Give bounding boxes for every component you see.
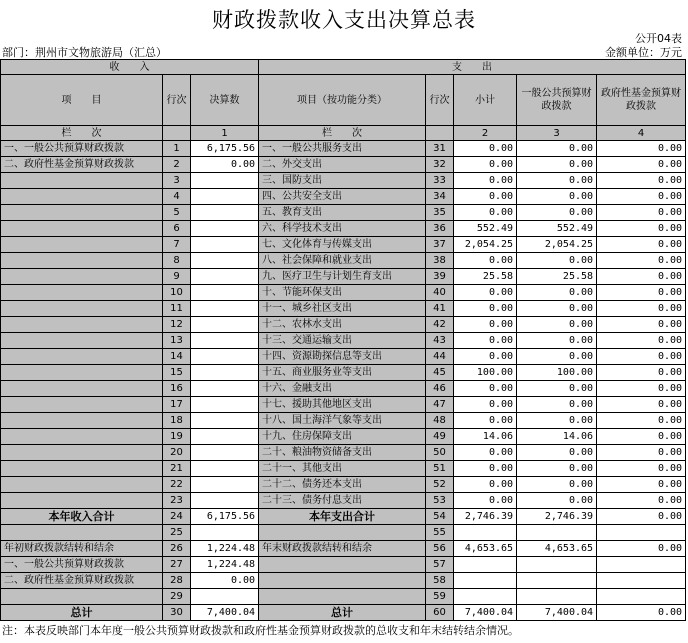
- expense-subtotal: 0.00: [454, 157, 517, 173]
- expense-subtotal: 0.00: [454, 477, 517, 493]
- expense-fund: 0.00: [597, 429, 686, 445]
- income-row-no: 26: [163, 541, 191, 557]
- income-amount: 0.00: [191, 157, 259, 173]
- table-row: [1, 349, 686, 365]
- expense-section-header: 支 出: [259, 60, 686, 75]
- expense-row-no: 55: [426, 525, 454, 541]
- expense-general: 0.00: [517, 253, 597, 269]
- income-amount: [191, 493, 259, 509]
- income-amount: [191, 461, 259, 477]
- expense-item: 二十二、债务还本支出: [259, 477, 426, 493]
- expense-subtotal: [454, 525, 517, 541]
- expense-general: 0.00: [517, 205, 597, 221]
- income-amount: [191, 397, 259, 413]
- income-item: [1, 413, 163, 429]
- income-item: [1, 525, 163, 541]
- expense-fund: 0.00: [597, 461, 686, 477]
- expense-row-no: 53: [426, 493, 454, 509]
- income-amount: [191, 173, 259, 189]
- expense-subtotal: [454, 557, 517, 573]
- income-amount: [191, 221, 259, 237]
- table-row: [1, 429, 686, 445]
- expense-row-no: 44: [426, 349, 454, 365]
- expense-subtotal: 0.00: [454, 317, 517, 333]
- header-fund-budget: 政府性基金预算财政拨款: [597, 75, 686, 126]
- expense-general: 2,054.25: [517, 237, 597, 253]
- expense-row-no: 48: [426, 413, 454, 429]
- col-lan-income: 栏 次: [1, 126, 163, 141]
- expense-general: [517, 525, 597, 541]
- income-row-no: 10: [163, 285, 191, 301]
- income-amount: [191, 365, 259, 381]
- table-row: [1, 589, 686, 605]
- expense-subtotal: 7,400.04: [454, 605, 517, 621]
- income-amount: [191, 477, 259, 493]
- income-row-no: 17: [163, 397, 191, 413]
- table-row: [1, 285, 686, 301]
- income-item: 总计: [1, 605, 163, 621]
- table-row: [1, 317, 686, 333]
- header-general-budget: 一般公共预算财政拨款: [517, 75, 597, 126]
- expense-row-no: 31: [426, 141, 454, 157]
- budget-table: [0, 59, 686, 621]
- expense-fund: 0.00: [597, 205, 686, 221]
- table-row: [1, 189, 686, 205]
- expense-general: 0.00: [517, 381, 597, 397]
- income-item: [1, 285, 163, 301]
- expense-row-no: 35: [426, 205, 454, 221]
- expense-subtotal: 0.00: [454, 493, 517, 509]
- expense-item: 十七、援助其他地区支出: [259, 397, 426, 413]
- expense-row-no: 39: [426, 269, 454, 285]
- expense-subtotal: 25.58: [454, 269, 517, 285]
- income-amount: 6,175.56: [191, 509, 259, 525]
- expense-fund: 0.00: [597, 173, 686, 189]
- income-row-no: 23: [163, 493, 191, 509]
- income-item: [1, 477, 163, 493]
- expense-item: [259, 573, 426, 589]
- income-amount: [191, 205, 259, 221]
- col-num-1: 1: [191, 126, 259, 141]
- expense-subtotal: 0.00: [454, 301, 517, 317]
- expense-subtotal: 2,746.39: [454, 509, 517, 525]
- expense-fund: 0.00: [597, 333, 686, 349]
- expense-fund: 0.00: [597, 237, 686, 253]
- header-row-no: 行次: [163, 75, 191, 126]
- income-item: 一、一般公共预算财政拨款: [1, 141, 163, 157]
- table-row: [1, 253, 686, 269]
- expense-subtotal: 0.00: [454, 253, 517, 269]
- table-row: [1, 365, 686, 381]
- income-row-no: 12: [163, 317, 191, 333]
- income-row-no: 3: [163, 173, 191, 189]
- expense-fund: 0.00: [597, 381, 686, 397]
- expense-fund: [597, 525, 686, 541]
- expense-general: 0.00: [517, 189, 597, 205]
- income-row-no: 8: [163, 253, 191, 269]
- expense-subtotal: 0.00: [454, 413, 517, 429]
- expense-general: 0.00: [517, 157, 597, 173]
- expense-item: 十四、资源勘探信息等支出: [259, 349, 426, 365]
- table-row: [1, 237, 686, 253]
- expense-item: 二、外交支出: [259, 157, 426, 173]
- expense-item: 年末财政拨款结转和结余: [259, 541, 426, 557]
- col-num-3: 3: [517, 126, 597, 141]
- income-row-no: 1: [163, 141, 191, 157]
- expense-subtotal: 0.00: [454, 141, 517, 157]
- income-item: [1, 461, 163, 477]
- expense-fund: [597, 557, 686, 573]
- expense-general: 0.00: [517, 461, 597, 477]
- form-number: 公开04表: [635, 32, 682, 45]
- table-row: [1, 477, 686, 493]
- expense-subtotal: [454, 589, 517, 605]
- table-row: [1, 141, 686, 157]
- income-item: [1, 237, 163, 253]
- income-amount: [191, 317, 259, 333]
- expense-item: 十八、国土海洋气象等支出: [259, 413, 426, 429]
- expense-item: [259, 525, 426, 541]
- expense-item: 十三、交通运输支出: [259, 333, 426, 349]
- expense-general: 2,746.39: [517, 509, 597, 525]
- table-row: [1, 525, 686, 541]
- income-row-no: 22: [163, 477, 191, 493]
- expense-row-no: 33: [426, 173, 454, 189]
- expense-row-no: 57: [426, 557, 454, 573]
- department-label: 部门：荆州市文物旅游局（汇总）: [2, 46, 167, 59]
- expense-general: 552.49: [517, 221, 597, 237]
- expense-fund: 0.00: [597, 397, 686, 413]
- header-item: 项 目: [1, 75, 163, 126]
- expense-fund: 0.00: [597, 301, 686, 317]
- expense-fund: [597, 589, 686, 605]
- expense-row-no: 46: [426, 381, 454, 397]
- unit-label: 金额单位：万元: [605, 46, 682, 59]
- expense-fund: 0.00: [597, 317, 686, 333]
- income-item: [1, 429, 163, 445]
- col-num-2: 2: [454, 126, 517, 141]
- income-item: [1, 381, 163, 397]
- income-amount: 0.00: [191, 573, 259, 589]
- expense-item: 六、科学技术支出: [259, 221, 426, 237]
- income-row-no: 19: [163, 429, 191, 445]
- income-row-no: 20: [163, 445, 191, 461]
- expense-row-no: 45: [426, 365, 454, 381]
- income-item: 本年收入合计: [1, 509, 163, 525]
- expense-fund: 0.00: [597, 365, 686, 381]
- header-row-no-2: 行次: [426, 75, 454, 126]
- expense-item: 二十、粮油物资储备支出: [259, 445, 426, 461]
- income-amount: [191, 333, 259, 349]
- expense-fund: 0.00: [597, 445, 686, 461]
- expense-fund: 0.00: [597, 541, 686, 557]
- expense-item: [259, 589, 426, 605]
- column-header-row: [1, 75, 686, 126]
- income-amount: 7,400.04: [191, 605, 259, 621]
- income-amount: [191, 445, 259, 461]
- table-row: [1, 221, 686, 237]
- expense-general: [517, 573, 597, 589]
- table-row: [1, 301, 686, 317]
- expense-subtotal: [454, 573, 517, 589]
- income-item: [1, 269, 163, 285]
- table-row: [1, 381, 686, 397]
- expense-item: 总计: [259, 605, 426, 621]
- expense-row-no: 58: [426, 573, 454, 589]
- table-row: [1, 205, 686, 221]
- expense-row-no: 56: [426, 541, 454, 557]
- expense-item: 三、国防支出: [259, 173, 426, 189]
- table-row: [1, 397, 686, 413]
- expense-row-no: 50: [426, 445, 454, 461]
- income-amount: [191, 381, 259, 397]
- income-item: [1, 189, 163, 205]
- income-item: 二、政府性基金预算财政拨款: [1, 157, 163, 173]
- expense-general: 0.00: [517, 333, 597, 349]
- expense-item: 十九、住房保障支出: [259, 429, 426, 445]
- expense-general: 0.00: [517, 317, 597, 333]
- income-row-no: 4: [163, 189, 191, 205]
- expense-subtotal: 0.00: [454, 285, 517, 301]
- expense-item: 九、医疗卫生与计划生育支出: [259, 269, 426, 285]
- expense-general: [517, 557, 597, 573]
- expense-item: 本年支出合计: [259, 509, 426, 525]
- expense-row-no: 47: [426, 397, 454, 413]
- expense-row-no: 60: [426, 605, 454, 621]
- income-amount: [191, 285, 259, 301]
- income-item: [1, 397, 163, 413]
- income-row-no: 24: [163, 509, 191, 525]
- expense-row-no: 51: [426, 461, 454, 477]
- income-item: [1, 301, 163, 317]
- expense-general: 0.00: [517, 285, 597, 301]
- income-row-no: 7: [163, 237, 191, 253]
- income-row-no: 29: [163, 589, 191, 605]
- expense-subtotal: 14.06: [454, 429, 517, 445]
- header-budget: 决算数: [191, 75, 259, 126]
- income-row-no: 13: [163, 333, 191, 349]
- expense-item: 一、一般公共服务支出: [259, 141, 426, 157]
- expense-subtotal: 0.00: [454, 205, 517, 221]
- income-item: [1, 317, 163, 333]
- income-row-no: 30: [163, 605, 191, 621]
- income-section-header: 收 入: [1, 60, 259, 75]
- expense-fund: 0.00: [597, 509, 686, 525]
- income-amount: [191, 429, 259, 445]
- expense-fund: 0.00: [597, 413, 686, 429]
- income-row-no: 16: [163, 381, 191, 397]
- expense-row-no: 40: [426, 285, 454, 301]
- income-amount: [191, 269, 259, 285]
- expense-general: 25.58: [517, 269, 597, 285]
- income-item: [1, 365, 163, 381]
- expense-item: 十一、城乡社区支出: [259, 301, 426, 317]
- expense-row-no: 59: [426, 589, 454, 605]
- table-row: [1, 269, 686, 285]
- expense-subtotal: 0.00: [454, 189, 517, 205]
- expense-row-no: 41: [426, 301, 454, 317]
- expense-item: 五、教育支出: [259, 205, 426, 221]
- income-item: [1, 205, 163, 221]
- table-row: [1, 493, 686, 509]
- expense-general: [517, 589, 597, 605]
- expense-item: 四、公共安全支出: [259, 189, 426, 205]
- income-amount: [191, 253, 259, 269]
- column-number-row: [1, 126, 686, 141]
- income-amount: [191, 237, 259, 253]
- expense-item: 二十一、其他支出: [259, 461, 426, 477]
- expense-row-no: 38: [426, 253, 454, 269]
- expense-fund: 0.00: [597, 285, 686, 301]
- income-amount: 1,224.48: [191, 557, 259, 573]
- expense-item: 十五、商业服务业等支出: [259, 365, 426, 381]
- expense-general: 0.00: [517, 173, 597, 189]
- expense-subtotal: 100.00: [454, 365, 517, 381]
- expense-subtotal: 0.00: [454, 445, 517, 461]
- expense-subtotal: 0.00: [454, 397, 517, 413]
- expense-general: 0.00: [517, 141, 597, 157]
- expense-subtotal: 0.00: [454, 333, 517, 349]
- expense-subtotal: 0.00: [454, 173, 517, 189]
- expense-fund: 0.00: [597, 189, 686, 205]
- expense-subtotal: 0.00: [454, 461, 517, 477]
- expense-item: 八、社会保障和就业支出: [259, 253, 426, 269]
- expense-subtotal: 0.00: [454, 381, 517, 397]
- table-row: [1, 461, 686, 477]
- expense-item: 十二、农林水支出: [259, 317, 426, 333]
- income-item: [1, 589, 163, 605]
- income-amount: [191, 349, 259, 365]
- expense-fund: [597, 573, 686, 589]
- table-row: [1, 173, 686, 189]
- income-row-no: 11: [163, 301, 191, 317]
- expense-item: 七、文化体育与传媒支出: [259, 237, 426, 253]
- col-num-4: 4: [597, 126, 686, 141]
- income-row-no: 28: [163, 573, 191, 589]
- expense-row-no: 42: [426, 317, 454, 333]
- income-amount: [191, 525, 259, 541]
- table-row: [1, 445, 686, 461]
- expense-general: 0.00: [517, 413, 597, 429]
- income-item: [1, 493, 163, 509]
- table-row: [1, 557, 686, 573]
- footnote: 注：本表反映部门本年度一般公共预算财政拨款和政府性基金预算财政拨款的总收支和年末结转结余情况。: [2, 624, 519, 637]
- expense-subtotal: 0.00: [454, 349, 517, 365]
- income-item: 年初财政拨款结转和结余: [1, 541, 163, 557]
- table-row: [1, 413, 686, 429]
- expense-general: 0.00: [517, 445, 597, 461]
- table-row: [1, 605, 686, 621]
- expense-row-no: 34: [426, 189, 454, 205]
- expense-general: 14.06: [517, 429, 597, 445]
- expense-fund: 0.00: [597, 493, 686, 509]
- income-item: [1, 173, 163, 189]
- income-row-no: 14: [163, 349, 191, 365]
- income-item: [1, 221, 163, 237]
- income-amount: [191, 301, 259, 317]
- table-row: [1, 573, 686, 589]
- table-row: [1, 157, 686, 173]
- expense-row-no: 43: [426, 333, 454, 349]
- income-amount: [191, 189, 259, 205]
- header-func-item: 项目（按功能分类）: [259, 75, 426, 126]
- income-item: [1, 445, 163, 461]
- expense-item: [259, 557, 426, 573]
- expense-general: 0.00: [517, 301, 597, 317]
- expense-fund: 0.00: [597, 477, 686, 493]
- expense-fund: 0.00: [597, 269, 686, 285]
- expense-general: 100.00: [517, 365, 597, 381]
- income-item: 一、一般公共预算财政拨款: [1, 557, 163, 573]
- income-row-no: 21: [163, 461, 191, 477]
- expense-subtotal: 4,653.65: [454, 541, 517, 557]
- col-blank-1: [163, 126, 191, 141]
- income-amount: 6,175.56: [191, 141, 259, 157]
- page-title: 财政拨款收入支出决算总表: [212, 8, 476, 32]
- expense-subtotal: 552.49: [454, 221, 517, 237]
- income-amount: [191, 413, 259, 429]
- table-row: [1, 333, 686, 349]
- expense-row-no: 49: [426, 429, 454, 445]
- expense-row-no: 52: [426, 477, 454, 493]
- income-row-no: 25: [163, 525, 191, 541]
- income-amount: [191, 589, 259, 605]
- expense-row-no: 37: [426, 237, 454, 253]
- expense-subtotal: 2,054.25: [454, 237, 517, 253]
- income-item: 二、政府性基金预算财政拨款: [1, 573, 163, 589]
- table-row: [1, 541, 686, 557]
- expense-fund: 0.00: [597, 221, 686, 237]
- expense-fund: 0.00: [597, 157, 686, 173]
- col-lan-expense: 栏 次: [259, 126, 426, 141]
- table-row: [1, 509, 686, 525]
- expense-row-no: 32: [426, 157, 454, 173]
- income-item: [1, 253, 163, 269]
- expense-fund: 0.00: [597, 349, 686, 365]
- income-row-no: 5: [163, 205, 191, 221]
- section-header-row: [1, 60, 686, 75]
- income-row-no: 2: [163, 157, 191, 173]
- expense-general: 0.00: [517, 493, 597, 509]
- expense-fund: 0.00: [597, 141, 686, 157]
- income-row-no: 15: [163, 365, 191, 381]
- expense-item: 十、节能环保支出: [259, 285, 426, 301]
- income-row-no: 18: [163, 413, 191, 429]
- expense-general: 4,653.65: [517, 541, 597, 557]
- expense-fund: 0.00: [597, 253, 686, 269]
- income-row-no: 9: [163, 269, 191, 285]
- expense-general: 0.00: [517, 397, 597, 413]
- expense-fund: 0.00: [597, 605, 686, 621]
- income-item: [1, 349, 163, 365]
- expense-row-no: 54: [426, 509, 454, 525]
- expense-general: 0.00: [517, 477, 597, 493]
- expense-general: 7,400.04: [517, 605, 597, 621]
- header-subtotal: 小计: [454, 75, 517, 126]
- expense-row-no: 36: [426, 221, 454, 237]
- expense-item: 十六、金融支出: [259, 381, 426, 397]
- col-blank-2: [426, 126, 454, 141]
- income-row-no: 27: [163, 557, 191, 573]
- expense-general: 0.00: [517, 349, 597, 365]
- income-amount: 1,224.48: [191, 541, 259, 557]
- income-row-no: 6: [163, 221, 191, 237]
- expense-item: 二十三、债务付息支出: [259, 493, 426, 509]
- income-item: [1, 333, 163, 349]
